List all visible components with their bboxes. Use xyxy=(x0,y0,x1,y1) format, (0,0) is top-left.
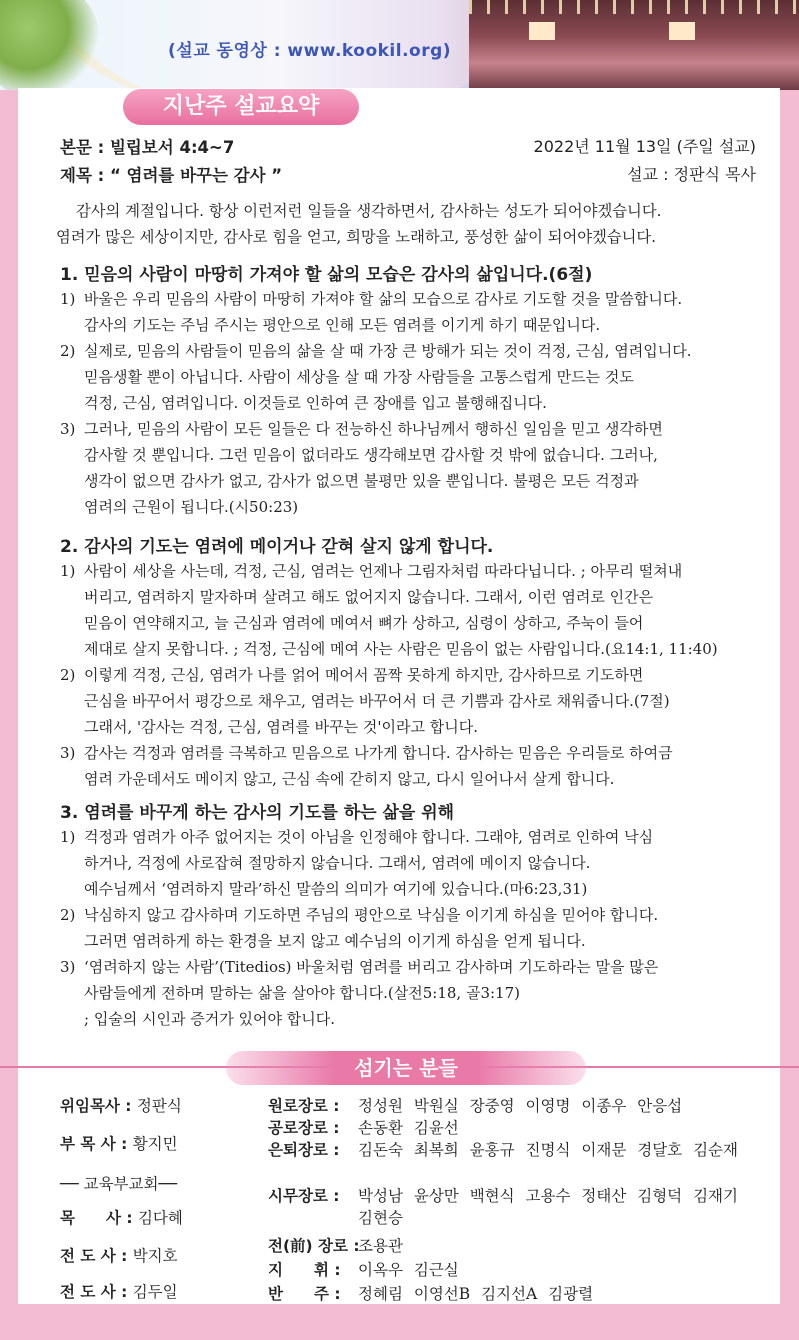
item-number: 1) xyxy=(60,290,76,308)
title-label: 제목 : xyxy=(60,166,110,185)
preacher: 설교 : 정판식 목사 xyxy=(627,165,756,184)
point-3-item-2 xyxy=(60,902,760,954)
item-number: 1) xyxy=(60,828,76,846)
point-heading-1: 1. 믿음의 사람이 마땅히 가져야 할 삶의 모습은 감사의 삶입니다.(6절) xyxy=(60,265,593,285)
point-2-item-3 xyxy=(60,740,760,792)
item-line: 믿음이 연약해지고, 늘 근심과 염려에 메여서 뼈가 상하고, 심령이 상하고, 주눅이 들어 xyxy=(84,614,644,632)
elder-names: 정혜림 이영선B 김지선A 김광렬 xyxy=(358,1285,594,1303)
item-line: 생각이 없으면 감사가 없고, 감사가 없으면 불평만 있을 뿐입니다. 불평은 모든 걱정과 xyxy=(84,472,639,490)
elder-names: 이옥우 김근실 xyxy=(358,1261,459,1279)
item-line: 버리고, 염려하지 말자하며 살려고 해도 없어지지 않습니다. 그래서, 이런 염려로 인간은 xyxy=(84,588,654,606)
point-2-item-1 xyxy=(60,558,760,662)
intro-paragraph xyxy=(56,198,756,250)
item-line: 근심을 바꾸어서 평강으로 채우고, 염려는 바꾸어서 더 큰 기쁨과 감사로 채워줍니다.(7절) xyxy=(84,692,670,710)
elders-former xyxy=(268,1234,748,1256)
sermon-video-link[interactable]: (설교 동영상 : www.kookil.org) xyxy=(168,41,452,61)
item-line: 그래서, '감사는 걱정, 근심, 염려를 바꾸는 것'이라고 합니다. xyxy=(84,718,478,736)
item-line: 그러나, 믿음의 사람이 모든 일들은 다 전능하신 하나님께서 행하신 일임을 믿고 생각하면 xyxy=(84,420,663,438)
conductors xyxy=(268,1258,748,1280)
item-line: 감사의 기도는 주님 주시는 평안으로 인해 모든 염려를 이기게 하기 때문입니다. xyxy=(84,316,601,334)
point-heading-2: 2. 감사의 기도는 염려에 메이거나 갇혀 살지 않게 합니다. xyxy=(60,537,494,557)
content-panel xyxy=(18,88,780,1304)
staff-senior-pastor xyxy=(60,1094,182,1116)
staff-name: 박지호 xyxy=(132,1247,178,1265)
title-line xyxy=(60,162,282,186)
staff-evangelist-2 xyxy=(60,1280,178,1302)
staff-role: 목 사 : xyxy=(60,1209,138,1227)
point-heading-3: 3. 염려를 바꾸게 하는 감사의 기도를 하는 삶을 위해 xyxy=(60,803,455,823)
item-number: 2) xyxy=(60,906,76,924)
item-line: ‘염려하지 않는 사람’(Titedios) 바울처럼 염려를 버리고 감사하며 기도하라는 말을 많은 xyxy=(84,958,659,976)
scripture-value: 빌립보서 4:4~7 xyxy=(109,138,235,157)
point-3-item-1 xyxy=(60,824,760,902)
item-line: 제대로 살지 못합니다. ; 걱정, 근심에 메여 사는 사람은 믿음이 없는 사람입니다.(요14:1, 11:40) xyxy=(84,640,718,658)
ceiling-lights xyxy=(469,0,799,14)
elders-active xyxy=(268,1184,748,1228)
staff-name: 김다혜 xyxy=(137,1209,183,1227)
sermon-date: 2022년 11월 13일 (주일 설교) xyxy=(533,137,756,156)
church-photo xyxy=(469,0,799,90)
point-1-item-2 xyxy=(60,338,760,416)
point-2-item-2 xyxy=(60,662,760,740)
staff-role: 전 도 사 : xyxy=(60,1283,133,1301)
elder-names: 정성원 박원실 장중영 이영명 이종우 안응섭 xyxy=(358,1097,683,1115)
point-1-item-3 xyxy=(60,416,760,520)
intro-line: 감사의 계절입니다. 항상 이런저런 일들을 생각하면서, 감사하는 성도가 되어야겠습니다. xyxy=(76,202,662,220)
elder-names: 김돈숙 최복희 윤홍규 진명식 이재문 경달호 김순재 xyxy=(358,1141,738,1159)
accompanists xyxy=(268,1282,748,1304)
screen-left xyxy=(529,22,555,40)
item-number: 3) xyxy=(60,744,76,762)
intro-line: 염려가 많은 세상이지만, 감사로 힘을 얻고, 희망을 노래하고, 풍성한 삶이 되어야겠습니다. xyxy=(56,228,657,246)
staff-role: 위임목사 : xyxy=(60,1097,137,1115)
staff-name: 김두일 xyxy=(132,1283,178,1301)
item-line: ; 입술의 시인과 증거가 있어야 합니다. xyxy=(84,1010,336,1028)
item-number: 1) xyxy=(60,562,76,580)
elder-role: 반 주 : xyxy=(268,1285,341,1303)
item-line: 실제로, 믿음의 사람들이 믿음의 삶을 살 때 가장 큰 방해가 되는 것이 걱정, 근심, 염려입니다. xyxy=(84,342,692,360)
elder-role: 공로장로 : xyxy=(268,1119,340,1137)
elders-retired xyxy=(268,1138,748,1160)
header-banner xyxy=(0,0,799,90)
item-line: 염려의 근원이 됩니다.(시50:23) xyxy=(84,498,299,516)
elder-role: 지 휘 : xyxy=(268,1261,341,1279)
item-line: 하거나, 걱정에 사로잡혀 절망하지 않습니다. 그래서, 염려에 메이지 않습니다. xyxy=(84,854,591,872)
section-title-servants: 섬기는 분들 xyxy=(226,1051,586,1085)
leaves-decoration xyxy=(0,0,100,90)
item-line: 믿음생활 뿐이 아닙니다. 사람이 세상을 살 때 가장 사람들을 고통스럽게 만드는 것도 xyxy=(84,368,634,386)
screen-right xyxy=(669,22,695,40)
section-title-summary: 지난주 설교요약 xyxy=(123,89,359,125)
item-line: 이렇게 걱정, 근심, 염려가 나를 얽어 메어서 꼼짝 못하게 하지만, 감사하므로 기도하면 xyxy=(84,666,644,684)
education-dept-label: ── 교육부교회── xyxy=(60,1175,178,1193)
elder-names: 박성남 윤상만 백현식 고용수 정태산 김형덕 김재기 김현승 xyxy=(358,1187,738,1227)
item-line: 걱정과 염려가 아주 없어지는 것이 아님을 인정해야 합니다. 그래야, 염려로 인하여 낙심 xyxy=(84,828,654,846)
elder-names: 손동환 김윤선 xyxy=(358,1119,459,1137)
point-1-item-1 xyxy=(60,286,760,338)
item-number: 3) xyxy=(60,420,76,438)
item-line: 그러면 염려하게 하는 환경을 보지 않고 예수님의 이기게 하심을 얻게 됩니다. xyxy=(84,932,586,950)
staff-name: 황지민 xyxy=(132,1135,178,1153)
elder-role: 시무장로 : xyxy=(268,1187,340,1205)
item-line: 사람이 세상을 사는데, 걱정, 근심, 염려는 언제나 그림자처럼 따라다닙니다. ; 아무리 떨쳐내 xyxy=(84,562,683,580)
item-line: 감사할 것 뿐입니다. 그런 믿음이 없더라도 생각해보면 감사할 것 밖에 없습니다. 그러나, xyxy=(84,446,658,464)
point-3-item-3 xyxy=(60,954,760,1032)
elder-role: 은퇴장로 : xyxy=(268,1141,340,1159)
staff-name: 정판식 xyxy=(136,1097,182,1115)
staff-pastor xyxy=(60,1206,183,1228)
item-number: 2) xyxy=(60,666,76,684)
elders-meritorious xyxy=(268,1116,748,1138)
elder-role: 원로장로 : xyxy=(268,1097,340,1115)
staff-associate-pastor xyxy=(60,1132,178,1154)
item-line: 바울은 우리 믿음의 사람이 마땅히 가져야 할 삶의 모습으로 감사로 기도할 것을 말씀합니다. xyxy=(84,290,683,308)
item-line: 걱정, 근심, 염려입니다. 이것들로 인하여 큰 장애를 입고 불행해집니다. xyxy=(84,394,547,412)
elder-names: 조용관 xyxy=(358,1237,403,1255)
item-number: 2) xyxy=(60,342,76,360)
item-line: 사람들에게 전하며 말하는 삶을 살아야 합니다.(살전5:18, 골3:17) xyxy=(84,984,520,1002)
item-line: 감사는 걱정과 염려를 극복하고 믿음으로 나가게 합니다. 감사하는 믿음은 우리들로 하여금 xyxy=(84,744,673,762)
item-line: 예수님께서 ‘염려하지 말라’하신 말씀의 의미가 여기에 있습니다.(마6:23,31) xyxy=(84,880,588,898)
scripture-line xyxy=(60,134,234,158)
item-number: 3) xyxy=(60,958,76,976)
item-line: 염려 가운데서도 메이지 않고, 근심 속에 갇히지 않고, 다시 일어나서 살게 합니다. xyxy=(84,770,615,788)
staff-evangelist-1 xyxy=(60,1244,178,1266)
elder-role: 전(前) 장로 : xyxy=(268,1237,360,1255)
item-line: 낙심하지 않고 감사하며 기도하면 주님의 평안으로 낙심을 이기게 하심을 믿어야 합니다. xyxy=(84,906,659,924)
scripture-label: 본문 : xyxy=(60,138,110,157)
title-value: “ 염려를 바꾸는 감사 ” xyxy=(109,166,283,185)
staff-role: 전 도 사 : xyxy=(60,1247,133,1265)
staff-role: 부 목 사 : xyxy=(60,1135,133,1153)
elders-senior xyxy=(268,1094,748,1116)
